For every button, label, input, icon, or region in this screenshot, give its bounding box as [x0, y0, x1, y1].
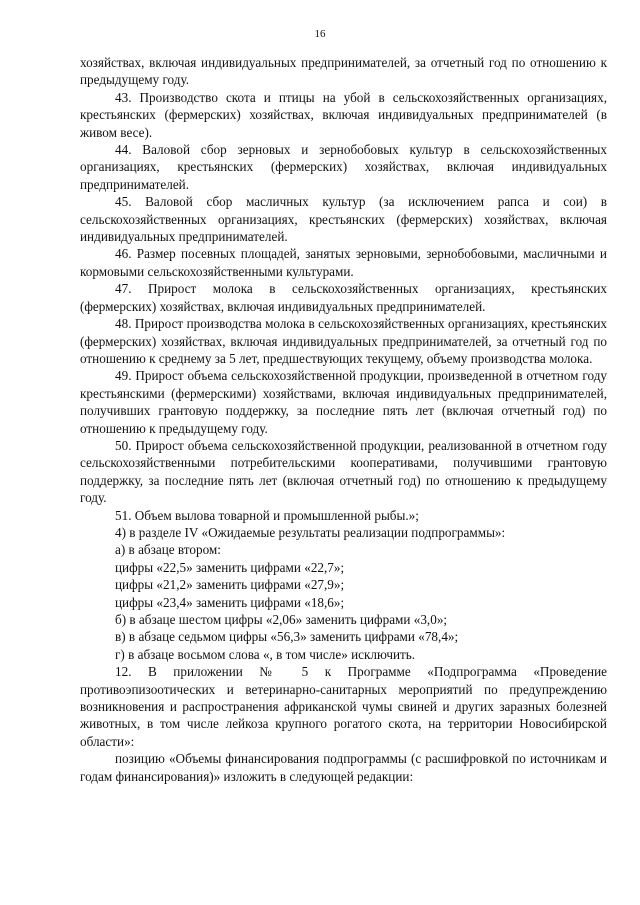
paragraph: 48. Прирост производства молока в сельскохозяйственных организациях, крестьянских (фермерских) хозяйствах, включая индивидуальных предпринимателей, за отчетный год по отношению к среднему за 5 лет, предшествующих текущему, объему производства молока. [80, 316, 607, 366]
document-body [80, 54, 607, 785]
paragraph: 47. Прирост молока в сельскохозяйственных организациях, крестьянских (фермерских) хозяйствах, включая индивидуальных предпринимателей. [80, 281, 607, 314]
paragraph: 43. Производство скота и птицы на убой в сельскохозяйственных организациях, крестьянских (фермерских) хозяйствах, включая индивидуальных предпринимателей (в живом весе). [80, 89, 607, 140]
page-number: 16 [314, 28, 326, 40]
paragraph: хозяйствах, включая индивидуальных предпринимателей, за отчетный год по отношению к предыдущему году. [80, 55, 607, 88]
paragraph: г) в абзаце восьмом слова «, в том числе» исключить. [115, 646, 416, 662]
paragraph: 4) в разделе IV «Ожидаемые результаты реализации подпрограммы»: [115, 524, 506, 540]
paragraph: 49. Прирост объема сельскохозяйственной продукции, произведенной в отчетном году крестьянскими (фермерскими) хозяйствами, включая индивидуальных предпринимателей, получивших грантовую поддержку, за последние пять лет (включая отчетный год) по отношению к предыдущему году. [80, 368, 607, 436]
paragraph: позицию «Объемы финансирования подпрограммы (с расшифровкой по источникам и годам финансирования)» изложить в следующей редакции: [80, 751, 607, 784]
paragraph: 44. Валовой сбор зерновых и зернобобовых культур в сельскохозяйственных организациях, крестьянских (фермерских) хозяйствах, включая индивидуальных предпринимателей. [80, 142, 607, 192]
paragraph: а) в абзаце втором: [115, 542, 221, 558]
paragraph: 46. Размер посевных площадей, занятых зерновыми, зернобобовыми, масличными и кормовыми сельскохозяйственными культурами. [80, 246, 607, 279]
paragraph: 50. Прирост объема сельскохозяйственной продукции, реализованной в отчетном году сельскохозяйственными потребительскими кооперативами, получившими грантовую поддержку, за последние пять лет (включая отчетный год) по отношению к предыдущему году. [80, 437, 607, 506]
paragraph: цифры «23,4» заменить цифрами «18,6»; [115, 594, 345, 610]
paragraph: 12. В приложении № 5 к Программе «Подпрограмма «Проведение противоэпизоотических и ветеринарно-санитарных мероприятий по предупреждению возникновения и распространения африканской чумы свиней и других заразных болезней животных, в том числе лейкоза крупного рогатого скота, на территории Новосибирской области»: [80, 664, 607, 749]
paragraph: 45. Валовой сбор масличных культур (за исключением рапса и сои) в сельскохозяйственных организациях, крестьянских (фермерских) хозяйствах, включая индивидуальных предпринимателей. [80, 194, 607, 245]
paragraph: цифры «22,5» заменить цифрами «22,7»; [115, 559, 345, 575]
paragraph: 51. Объем вылова товарной и промышленной рыбы.»; [115, 507, 419, 523]
paragraph: в) в абзаце седьмом цифры «56,3» заменить цифрами «78,4»; [115, 629, 459, 645]
paragraph: цифры «21,2» заменить цифрами «27,9»; [115, 577, 345, 593]
paragraph: б) в абзаце шестом цифры «2,06» заменить цифрами «3,0»; [115, 612, 448, 627]
